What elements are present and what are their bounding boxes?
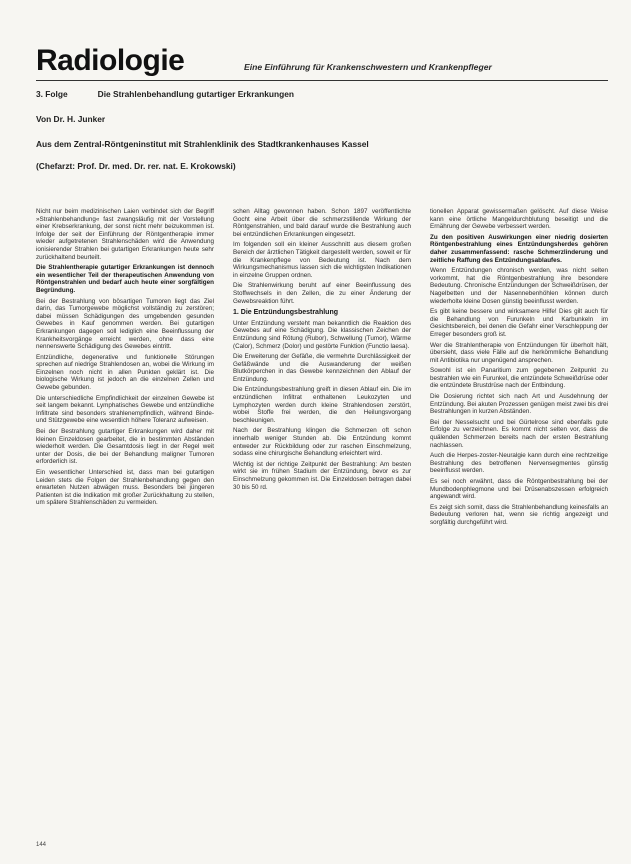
- paragraph: tionellen Apparat gewissermaßen gelöscht. Auf diese Weise kann eine örtliche Mangeldurchblutung beseitigt und die Ernährung der Gewebe verbessert werden.: [430, 208, 608, 231]
- paragraph: Es sei noch erwähnt, dass die Röntgenbestrahlung bei der Mundbodenphlegmone und bei Drüsenabszessen erfolgreich angewandt wird.: [430, 478, 608, 501]
- paragraph: Auch die Herpes-zoster-Neuralgie kann durch eine rechtzeitige Bestrahlung des betroffenen Nervensegmentes günstig beeinflusst werden.: [430, 452, 608, 475]
- paragraph: Die unterschiedliche Empfindlichkeit der einzelnen Gewebe ist seit langem bekannt. Lymphatisches Gewebe und entzündliche Infiltrate sind besonders strahlenempfindlich, während Binde- und Stützgewebe eine wesentlich höhere Toleranz aufweisen.: [36, 394, 214, 425]
- article-topic: Die Strahlenbehandlung gutartiger Erkrankungen: [97, 89, 295, 99]
- paragraph: Ein wesentlicher Unterschied ist, dass man bei gutartigen Leiden stets die Folgen der Strahlenbehandlung gegen den erwarteten Nutzen abwägen muss. Besonders bei jüngeren Patienten ist die Indikation mit großer Zurückhaltung zu stellen, um spätere Strahlenschäden zu vermeiden.: [36, 469, 214, 507]
- paragraph: Im folgenden soll ein kleiner Ausschnitt aus diesem großen Bereich der ärztlichen Tätigkeit dargestellt werden, soweit er für die Krankenpflege von Bedeutung ist. Nach dem Wirkungsmechanismus lassen sich die wichtigsten Indikationen in einzelne Gruppen ordnen.: [233, 241, 411, 279]
- page-title: Radiologie: [36, 44, 185, 77]
- column-3: [430, 208, 608, 828]
- series-label: 3. Folge: [36, 89, 68, 99]
- paragraph: Die Strahlenwirkung beruht auf einer Beeinflussung des Stoffwechsels in den Zellen, die zu einer Änderung der Gewebsreaktion führt.: [233, 282, 411, 305]
- paragraph: Bei der Bestrahlung von bösartigen Tumoren liegt das Ziel darin, das Tumorgewebe möglichst vollständig zu zerstören; dabei müssen Schädigungen des umgebenden gesunden Gewebes in Kauf genommen werden. Bei gutartigen Erkrankungen dagegen soll lediglich eine Beeinflussung der Krankheitsvorgänge erreicht werden, ohne dass eine nennenswerte Schädigung des Gewebes eintritt.: [36, 297, 214, 351]
- column-1: [36, 208, 214, 828]
- section-heading: 1. Die Entzündungsbestrahlung: [233, 309, 339, 317]
- chief-line: (Chefarzt: Prof. Dr. med. Dr. rer. nat. E. Krokowski): [36, 161, 236, 171]
- paragraph: Entzündliche, degenerative und funktionelle Störungen sprechen auf niedrige Strahlendosen an, wobei die Wirkung im Einzelnen noch nicht in allen Punkten geklärt ist. Die biologische Wirkung ist jedoch an die einzelnen Zellen und Gewebe gebunden.: [36, 353, 214, 392]
- paragraph: Bei der Bestrahlung gutartiger Erkrankungen wird daher mit kleinen Einzeldosen gearbeitet, die in bestimmten Abständen wiederholt werden. Die Gesamtdosis liegt in der Regel weit unter der Dosis, die bei der Behandlung maligner Tumoren erforderlich ist.: [36, 428, 214, 466]
- series-subtitle: Eine Einführung für Krankenschwestern und Krankenpfleger: [244, 62, 492, 72]
- paragraph: Wichtig ist der richtige Zeitpunkt der Bestrahlung: Am besten wirkt sie im frühen Stadium der Entzündung, bevor es zur Einschmelzung gekommen ist. Die Einzeldosen betragen dabei 30 bis 50 rd.: [233, 460, 411, 491]
- page-number: 144: [36, 842, 47, 848]
- paragraph: Wenn Entzündungen chronisch werden, was nicht selten vorkommt, hat die Röntgenbestrahlung ihre besondere Bedeutung. Chronische Entzündungen der Schweißdrüsen, der Nagelbetten und der Nasennebenhöhlen können durch wiederholte kleine Dosen günstig beeinflusst werden.: [430, 267, 608, 305]
- paragraph: Wer die Strahlentherapie von Entzündungen für überholt hält, übersieht, dass viele Fälle auf die herkömmliche Behandlung mit Antibiotika nur ungenügend ansprechen.: [430, 341, 608, 364]
- paragraph: Nicht nur beim medizinischen Laien verbindet sich der Begriff »Strahlenbehandlung« fast zwangsläufig mit der Vorstellung einer Krebserkrankung, der sonst nicht mehr beizukommen ist. Infolge der seit der Einführung der Röntgentherapie immer wieder aufgetretenen Strahlenschäden wird die Anwendung ionisierender Strahlen bei gutartigen Erkrankungen heute sehr zurückhaltend beurteilt.: [36, 208, 214, 261]
- paragraph-bold: Zu den positiven Auswirkungen einer niedrig dosierten Röntgenbestrahlung eines Entzündungsherdes gehören daher zusammenfassend: rasche Schmerzlinderung und zeitliche Raffung des Entzündungsablaufes.: [430, 233, 608, 264]
- paragraph: Es zeigt sich somit, dass die Strahlenbehandlung keinesfalls an Bedeutung verloren hat, wenn sie richtig angezeigt und sorgfältig durchgeführt wird.: [430, 503, 608, 526]
- paragraph: Nach der Bestrahlung klingen die Schmerzen oft schon innerhalb weniger Stunden ab. Die Entzündung kommt entweder zur Rückbildung oder zur raschen Einschmelzung, sodass eine chirurgische Behandlung erleichtert wird.: [233, 427, 411, 458]
- header-rule: [36, 80, 608, 81]
- article-body: [36, 208, 608, 828]
- column-2: [233, 208, 411, 828]
- institution-line: Aus dem Zentral-Röntgeninstitut mit Strahlenklinik des Stadtkrankenhauses Kassel: [36, 139, 369, 149]
- paragraph: schen Alltag gewonnen haben. Schon 1897 veröffentlichte Gocht eine Arbeit über die schmerzstillende Wirkung der Röntgenstrahlen, und bald darauf wurde die Bestrahlung auch bei entzündlichen Erkrankungen eingesetzt.: [233, 208, 411, 238]
- paragraph: Sowohl ist ein Panaritium zum gegebenen Zeitpunkt zu bestrahlen wie ein Furunkel, die entzündete Schweißdrüse oder die entzündete Brustdrüse nach der Entbindung.: [430, 367, 608, 390]
- paragraph: Die Entzündungsbestrahlung greift in diesen Ablauf ein. Die im entzündlichen Infiltrat enthaltenen Leukozyten und Lymphozyten werden durch kleine Strahlendosen zerstört, wobei Stoffe frei werden, die den Heilungsvorgang beschleunigen.: [233, 386, 411, 424]
- paragraph: Die Dosierung richtet sich nach Art und Ausdehnung der Entzündung. Bei akuten Prozessen genügen meist zwei bis drei Bestrahlungen in kurzen Abständen.: [430, 393, 608, 416]
- paragraph: Bei der Nesselsucht und bei Gürtelrose sind ebenfalls gute Erfolge zu verzeichnen. Es kommt nicht selten vor, dass die quälenden Schmerzen bereits nach der ersten Bestrahlung nachlassen.: [430, 418, 608, 449]
- author-line: Von Dr. H. Junker: [36, 114, 106, 124]
- paragraph: Es gibt keine bessere und wirksamere Hilfe! Dies gilt auch für die Behandlung von Furunkeln und Karbunkeln im Gesichtsbereich, bei denen die Gefahr einer Verschleppung der Erreger besonders groß ist.: [430, 308, 608, 338]
- series-line: [36, 89, 616, 99]
- paragraph-bold: Die Strahlentherapie gutartiger Erkrankungen ist dennoch ein wesentlicher Teil der therapeutischen Anwendung von Röntgenstrahlen und bedarf auch heute einer sorgfältigen Begründung.: [36, 264, 214, 294]
- paragraph: Die Erweiterung der Gefäße, die vermehrte Durchlässigkeit der Gefäßwände und die Auswanderung der weißen Blutkörperchen in das Gewebe kennzeichnen den Ablauf der Entzündung.: [233, 353, 411, 383]
- paragraph: Unter Entzündung versteht man bekanntlich die Reaktion des Gewebes auf eine Schädigung. Die klassischen Zeichen der Entzündung sind Rötung (Rubor), Schwellung (Tumor), Wärme (Calor), Schmerz (Dolor) und gestörte Funktion (Functio laesa).: [233, 319, 411, 350]
